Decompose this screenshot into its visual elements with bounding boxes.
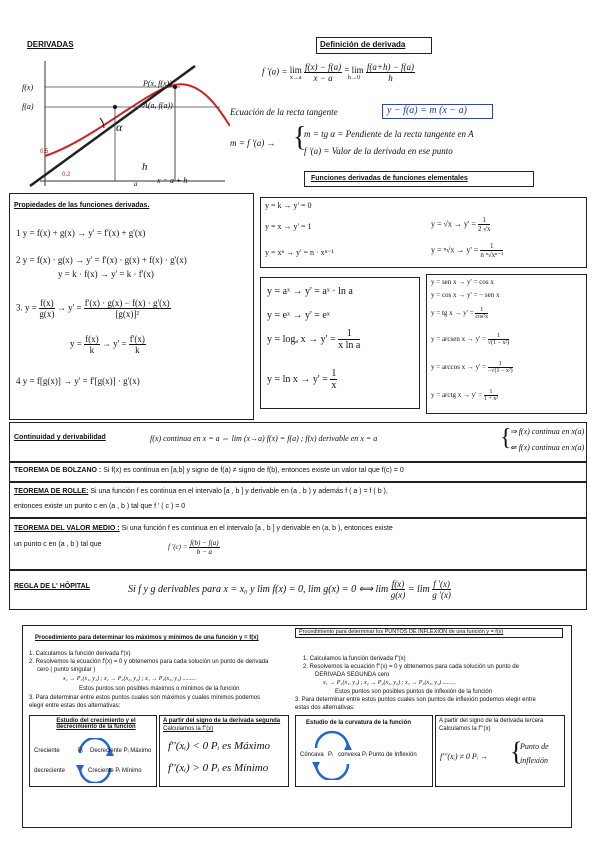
maximos-alt1-box <box>29 715 157 787</box>
inflexion-alt2-l2a: Punto de <box>520 742 549 751</box>
label-05: 0.5 <box>40 149 49 155</box>
m-line2: f '(a) = Valor de la derivada en ese punto <box>304 146 453 156</box>
maximos-alt2-sub: Calculamos la f''(x) <box>163 726 214 732</box>
inflexion-alt2-sub: Calculamos la f'''(x) <box>439 726 491 732</box>
valor-medio-text2: un punto c en (a , b ) tal que <box>14 541 102 548</box>
tangent-eq: y − f(a) = m (x − a) <box>387 105 467 116</box>
inflexion-alt2-l2b: inflexión <box>520 756 548 765</box>
inflexion-s3b: estas dos alternativas: <box>295 705 355 711</box>
def-frac2: $\frac{f(a+h) - f(a)}{h}$ <box>366 62 415 83</box>
inflexion-s2c: x₁ → P₁(x₁, y₁) ; x₂ → P₂(x₂, y₂) ; x₃ → P₃(x₃, y₃) ......... <box>323 680 456 686</box>
maximos-s2c: x₁ → P₁(x₁, y₁) ; x₂ → P₂(x₂, y₂) ; x₃ → P₃(x₃, y₃) ......... <box>63 676 196 682</box>
inflexion-title: Procedimiento para determinar los PUNTOS DE INFLEXIÓN de una función y = f(x) <box>299 629 504 635</box>
rolle-text2: entonces existe un punto c en (a , b ) tal que f ' ( c ) = 0 <box>14 503 186 510</box>
label-p: P(x, f(x)) <box>143 79 172 88</box>
m-lhs: m = f '(a) → <box>230 138 276 148</box>
definicion-title: Definición de derivada <box>320 40 406 49</box>
point-p <box>173 85 177 89</box>
valor-medio-box <box>9 518 587 570</box>
inflexion-alt1-title: Estudio de la curvatura de la función <box>306 720 412 726</box>
continuidad-box <box>9 422 587 462</box>
continuidad-title: Continuidad y derivabilidad <box>14 434 106 441</box>
elem-t4: y = arcsen x → y' = $\frac{1}{\text{√(1 − x²)}}$ <box>431 333 510 346</box>
definition-formula <box>262 62 415 83</box>
rolle-text1: TEOREMA DE ROLLE: Si una función f es continua en el intervalo [a , b ] y derivable en (a , b ) y además f ( a ) = f ( b ), <box>14 488 388 495</box>
inflexion-alt2-box <box>435 715 565 787</box>
maximos-alt1-title: Estudio del crecimiento y el decrecimiento de la función <box>56 718 136 730</box>
cycle-arrows-icon <box>70 738 120 783</box>
m-brace: { <box>293 122 307 153</box>
bolzano-box <box>9 462 587 482</box>
label-a: a <box>134 180 138 188</box>
valor-medio-formula: f '(c) = $\frac{f(b) - f(a)}{b - a}$ <box>168 539 219 556</box>
label-02: 0.2 <box>62 172 71 178</box>
continuidad-formula: f(x) continua en x = a ⇔ lim (x→a) f(x) = f(a) ; f(x) derivable en x = a <box>150 434 378 443</box>
elem-t2: y = cos x → y' = − sen x <box>431 291 500 299</box>
elem-e3: y = logₐ x → y' = $\frac{1}{\text{x ln a}}$ <box>267 328 361 351</box>
maximos-alt1-d: Creciente Pᵢ Mínimo <box>88 768 142 774</box>
elem-e4: y = ln x → y' = $\frac{1}{x}$ <box>267 368 337 391</box>
inflexion-brace: { <box>510 737 523 766</box>
tangent-graph <box>20 56 230 191</box>
inflexion-title-box <box>295 628 563 638</box>
maximos-alt2-title: A partir del signo de la derivada segunda <box>163 718 281 724</box>
hopital-title: REGLA DE L' HÔPITAL <box>14 583 90 590</box>
elem-r3b: y = ⁿ√x → y' = $\frac{1}{\text{n ⁿ√xⁿ⁻¹}}$ <box>431 242 504 259</box>
procedimientos-box <box>22 625 572 828</box>
inflexion-alt1-b: convexa Pᵢ Punto de Inflexión <box>338 752 417 758</box>
inflexion-alt1-a: Cóncava <box>300 752 324 758</box>
elem-t3: y = tg x → y' = $\frac{1}{\text{cos²x}}$ <box>431 307 489 320</box>
prop-3b: y = $\frac{f(x)}{k}$ → y' = $\frac{f'(x)}{k}$ <box>70 334 145 355</box>
label-fx: f(x) <box>22 83 34 92</box>
inflexion-alt1-p: Pᵢ <box>328 752 333 758</box>
inflexion-s2d: Estos puntos son posibles puntos de inflexión de la función <box>335 689 493 695</box>
elem-e2: y = eˣ → y' = eˣ <box>267 310 330 321</box>
elementales-box-1 <box>260 197 587 268</box>
elem-r3a: y = xⁿ → y' = n · xⁿ⁻¹ <box>265 248 334 257</box>
maximos-s3: 3. Para determinar entre estos puntos cuales son máximos y cuales mínimos podemos <box>29 695 261 701</box>
function-curve <box>45 84 230 156</box>
hopital-formula: Si f y g derivables para x = x₀ y lim f(x) = 0, lim g(x) = 0 ⟺ lim $\frac{f(x)}{g(x)}$ = lim $\frac{f '(x)}{g '(x)}$ <box>128 579 451 600</box>
maximos-alt1-p: Pᵢ <box>78 748 83 754</box>
derivadas-title: DERIVADAS <box>27 40 74 49</box>
inflexion-alt2-l1: f'''(xᵢ) ≠ 0 Pᵢ → <box>440 752 489 761</box>
label-h: h <box>142 161 148 173</box>
elementales-box-3 <box>426 274 587 414</box>
rolle-box <box>9 482 587 518</box>
inflexion-s2: 2. Resolvemos la ecuación f''(x) = 0 y obtenemos para cada solución un punto de <box>303 664 519 670</box>
m-line1: m = tg α = Pendiente de la recta tangente en A <box>304 129 474 139</box>
maximos-alt2-l1: f''(xᵢ) < 0 Pᵢ es Máximo <box>168 740 271 752</box>
prop-3: 3. y = $\frac{f(x)}{g(x)}$ → y' = $\frac{f'(x) \cdot g(x) - f(x) \cdot g'(x)}{\text{[g(x)]²}}$ <box>16 298 170 319</box>
continuidad-impl2: ⇍ f(x) continua en x(a) <box>510 443 585 452</box>
valor-medio-text1: TEOREMA DEL VALOR MEDIO : Si una función f es continua en el intervalo [a , b ] y derivable en (a, b ), entonces existe <box>14 525 393 532</box>
label-fa: f(a) <box>22 102 34 111</box>
propiedades-box <box>9 193 254 420</box>
maximos-alt1-c: decreciente <box>34 768 66 774</box>
elem-e1: y = aˣ → y' = aˣ · ln a <box>267 286 353 297</box>
hopital-box <box>9 570 587 610</box>
def-lim2: = lim h→0 <box>344 64 364 81</box>
maximos-alt2-box <box>159 715 289 787</box>
maximos-s1: 1. Calculamos la función derivada f'(x) <box>29 651 131 657</box>
elem-r2a: y = x → y' = 1 <box>265 222 312 231</box>
def-lim1: lim x→a <box>289 64 302 81</box>
inflexion-alt1-box <box>295 715 433 787</box>
elem-r2b: y = √x → y' = $\frac{1}{2 √x}$ <box>431 216 491 233</box>
inflexion-alt2-title: A partir del signo de la derivada tercera <box>439 718 544 724</box>
label-xah: x = a + h <box>157 176 188 185</box>
elementales-box-2 <box>260 277 420 409</box>
bolzano-text: TEOREMA DE BOLZANO : Si f(x) es continua en [a,b] y signo de f(a) ≠ signo de f(b), entonces existe un valor tal que f(c) = 0 <box>14 467 404 474</box>
def-frac1: $\frac{f(x) - f(a)}{x - a}$ <box>305 62 342 83</box>
maximos-title: Procedimiento para determinar los máximos y mínimos de una función y = f(x) <box>35 635 259 641</box>
inflexion-s1: 1. Calculamos la función derivada f''(x) <box>303 656 406 662</box>
prop-2b: y = k · f(x) → y' = k · f'(x) <box>58 269 154 279</box>
point-a <box>113 105 117 109</box>
tangent-label: Ecuación de la recta tangente <box>230 107 338 117</box>
def-lhs: f '(a) = <box>262 66 288 77</box>
prop-2a: 2 y = f(x) · g(x) → y' = f'(x) · g(x) + f(x) · g'(x) <box>16 255 187 265</box>
funciones-title-box <box>304 171 534 187</box>
maximos-s2b: cero ( punto singular ) <box>37 667 96 673</box>
elem-t6: y = arctg x → y' = $\frac{1}{\text{1 + x²}}$ <box>431 389 499 402</box>
maximos-alt1-b: Decreciente Pᵢ Máximo <box>90 748 152 754</box>
inflexion-s3: 3. Para determinar entre estos puntos cuales son puntos de inflexión podemos elegir entre <box>295 697 536 703</box>
tangent-eq-box <box>382 104 493 119</box>
continuidad-brace: { <box>500 425 512 451</box>
maximos-alt2-l2: f''(xᵢ) > 0 Pᵢ es Mínimo <box>168 762 269 774</box>
maximos-s3b: elegir entre estas dos alternativas: <box>29 703 121 709</box>
elem-t1: y = sen x → y' = cos x <box>431 278 494 286</box>
prop-1: 1 y = f(x) + g(x) → y' = f'(x) + g'(x) <box>16 228 146 238</box>
maximos-s2d: Estos puntos son posibles máximos o mínimos de la función <box>79 686 240 692</box>
prop-4: 4 y = f[g(x)] → y' = f'[g(x)] · g'(x) <box>16 376 140 386</box>
elem-r1: y = k → y' = 0 <box>265 201 312 210</box>
propiedades-title: Propiedades de las funciones derivadas. <box>14 202 150 209</box>
definicion-title-box <box>316 37 432 54</box>
inflexion-s2b: DERIVADA SEGUNDA cero <box>315 672 390 678</box>
label-a-point: A(a, f(a)) <box>143 101 173 110</box>
maximos-s2: 2. Resolvemos la ecuación f'(x) = 0 y obtenemos para cada solución un punto de derivada <box>29 659 269 665</box>
elem-t5: y = arccos x → y' = $\frac{1}{\text{−√(1 − x²)}}$ <box>431 361 513 374</box>
label-alpha: α <box>116 120 123 134</box>
maximos-alt1-a: Creciente <box>34 748 60 754</box>
continuidad-impl1: ⇒ f(x) continua en x(a) <box>510 427 585 436</box>
funciones-title: Funciones derivadas de funciones elementales <box>311 175 468 182</box>
